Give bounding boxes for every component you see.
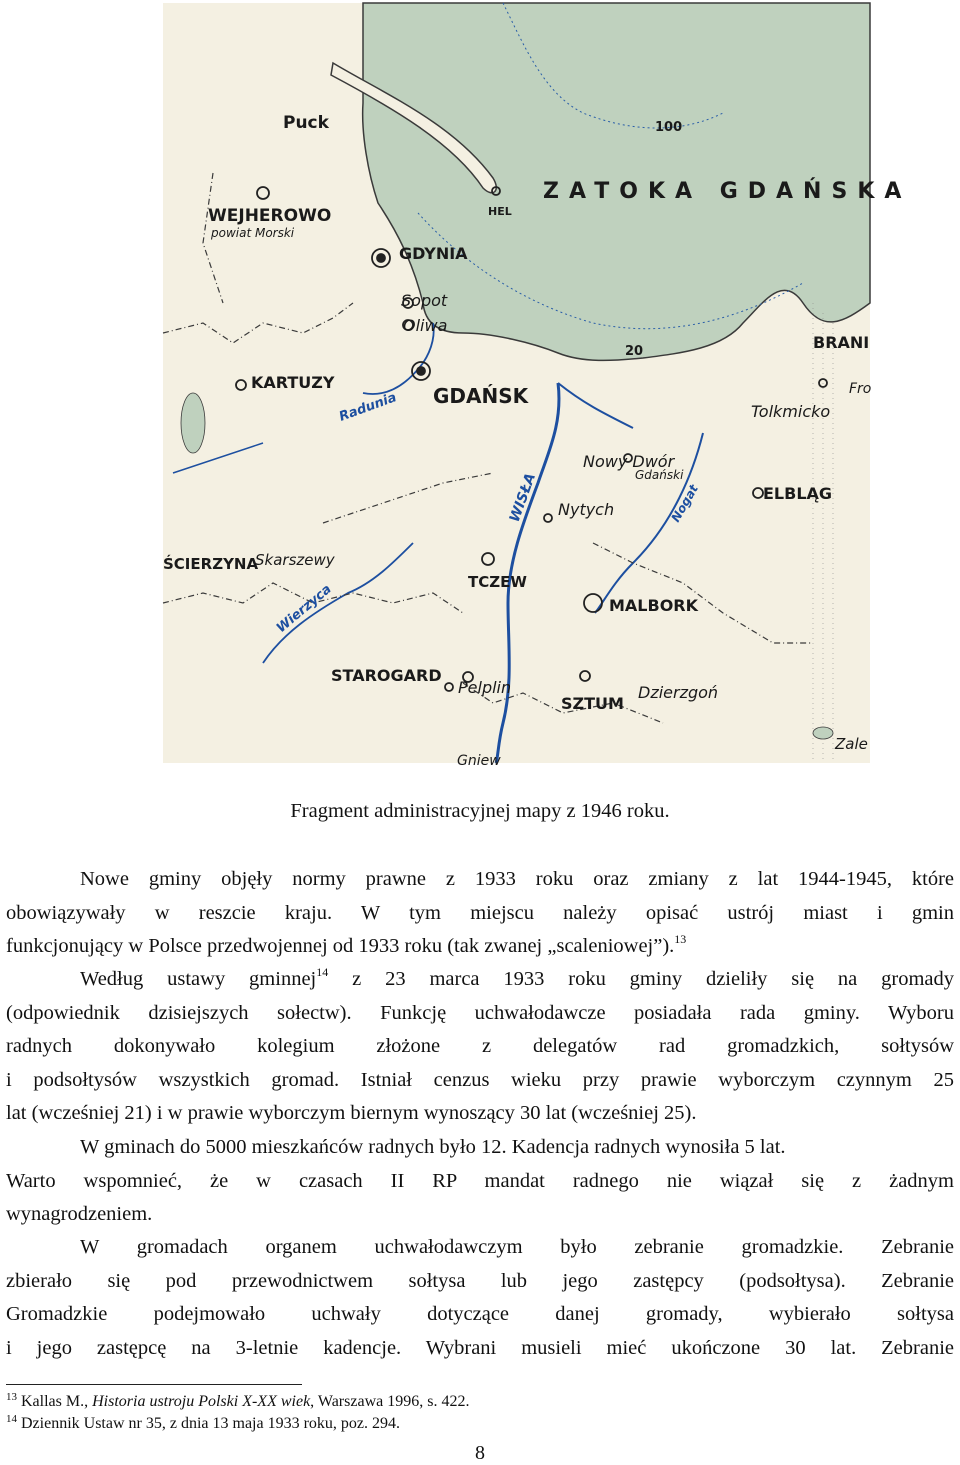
footnote-divider — [6, 1384, 302, 1385]
map-label-tczew: TCZEW — [468, 573, 527, 591]
map-label-zale: Zale — [835, 735, 868, 753]
footnote-text: Kallas M., — [21, 1393, 93, 1410]
footnote-ref-14[interactable]: 14 — [316, 965, 329, 979]
map-label-pelplin: Pelplin — [458, 678, 512, 697]
text-line: W gromadach organem uchwałodawczym było zebranie gromadzkie. Zebranie — [80, 1236, 954, 1258]
map-label-nowy-dwor: Nowy Dwór — [583, 452, 675, 471]
map-label-koscierzyna: ŚCIERZYNA — [163, 555, 259, 573]
map-label-sea: ZATOKA GDAŃSKA — [543, 179, 912, 204]
map-label-nytych: Nytych — [558, 500, 615, 519]
text-span: z 23 marca 1933 roku gminy dzieliły się na gromady — [328, 968, 955, 990]
map-label-wisla: WISŁA — [506, 471, 540, 525]
map-label-depth-20: 20 — [625, 344, 644, 359]
map-label-depth-100: 100 — [655, 120, 683, 135]
map-label-gdynia: GDYNIA — [399, 244, 468, 263]
map-label-starogard: STAROGARD — [331, 666, 442, 685]
footnote-13 — [6, 1392, 469, 1412]
footnote-text: , Warszawa 1996, s. 422. — [310, 1393, 470, 1410]
map-label-skarszewy: Skarszewy — [255, 551, 335, 569]
footnote-number: 14 — [6, 1413, 17, 1425]
text-line: lat (wcześniej 21) i w prawie wyborczym biernym wynoszący 30 lat (wcześniej 25). — [6, 1102, 697, 1124]
map-caption: Fragment administracyjnej mapy z 1946 roku. — [290, 800, 670, 822]
text-line: i podsołtysów wszystkich gromad. Istniał cenzus wieku przy prawie wyborczym czynnym 25 — [6, 1068, 954, 1091]
text-line: wynagrodzeniem. — [6, 1203, 153, 1225]
map-label-malbork: MALBORK — [609, 596, 699, 615]
footnote-number: 13 — [6, 1391, 17, 1403]
map-label-dzierzgon: Dzierzgoń — [638, 683, 719, 702]
text-line: radnych dokonywało kolegium złożone z delegatów rad gromadzkich, sołtysów — [6, 1035, 954, 1057]
map-label-fr: Fro — [849, 381, 872, 397]
map-label-nogat: Nogat — [668, 482, 701, 525]
map-label-hel: HEL — [488, 205, 512, 218]
map-label-sopot: Sopot — [401, 291, 448, 310]
paragraph-3 — [6, 1131, 954, 1232]
map-label-braniewo: BRANI — [813, 333, 870, 352]
footnote-ref-13[interactable]: 13 — [674, 932, 687, 946]
text-line: i jego zastępcę na 3-letnie kadencje. Wybrani musieli mieć ukończone 30 lat. Zebranie — [6, 1336, 954, 1359]
map-label-gdansk: GDAŃSK — [433, 384, 529, 408]
paragraph-2 — [6, 963, 954, 1131]
map-label-gdanski: Gdański — [635, 468, 684, 482]
paragraph-1 — [6, 863, 954, 964]
map-image — [163, 3, 912, 769]
map-label-tolkmicko: Tolkmicko — [751, 402, 831, 421]
map-label-gniew: Gniew — [457, 753, 501, 769]
paragraph-4 — [6, 1231, 954, 1365]
footnote-14 — [6, 1414, 400, 1434]
map-label-powiat-morski: powiat Morski — [211, 226, 295, 240]
text-span: funkcjonujący w Polsce przedwojennej od 1933 roku (tak zwanej „scaleniowej”). — [6, 935, 675, 957]
map-label-sztum: SZTUM — [561, 694, 624, 713]
map-label-kartuzy: KARTUZY — [251, 373, 335, 392]
text-line: (odpowiednik dzisiejszych sołectw). Funkcję uchwałodawcze posiadała rada gminy. Wyboru — [6, 1001, 954, 1024]
map-label-elblag: ELBLĄG — [763, 484, 833, 503]
footnote-title: Historia ustroju Polski X-XX wiek — [92, 1393, 311, 1410]
text-span: Według ustawy gminnej — [80, 968, 317, 990]
map-label-wejherowo: WEJHEROWO — [208, 206, 332, 226]
text-line — [6, 930, 954, 964]
footnote-text: Dziennik Ustaw nr 35, z dnia 13 maja 1933 roku, poz. 294. — [21, 1415, 401, 1432]
page-number: 8 — [475, 1442, 485, 1464]
map-label-oliwa: Oliwa — [403, 316, 448, 335]
map-label-radunia: Radunia — [337, 390, 399, 425]
map-label-puck: Puck — [283, 113, 329, 133]
text-line: Nowe gminy objęły normy prawne z 1933 roku oraz zmiany z lat 1944-1945, które — [80, 868, 954, 890]
text-line: Gromadzkie podejmowało uchwały dotyczące danej gromady, wybierało sołtysa — [6, 1303, 954, 1325]
text-line — [6, 963, 954, 997]
text-line: W gminach do 5000 mieszkańców radnych było 12. Kadencja radnych wynosiła 5 lat. — [80, 1136, 786, 1158]
text-line: zbierało się pod przewodnictwem sołtysa lub jego zastępcy (podsołtysa). Zebranie — [6, 1269, 954, 1292]
text-line: Warto wspomnieć, że w czasach II RP mandat radnego nie wiązał się z żadnym — [6, 1169, 954, 1192]
map-label-wierzyca: Wierzyca — [273, 581, 335, 637]
text-line: obowiązywały w reszcie kraju. W tym miejscu należy opisać ustrój miast i gmin — [6, 901, 954, 924]
